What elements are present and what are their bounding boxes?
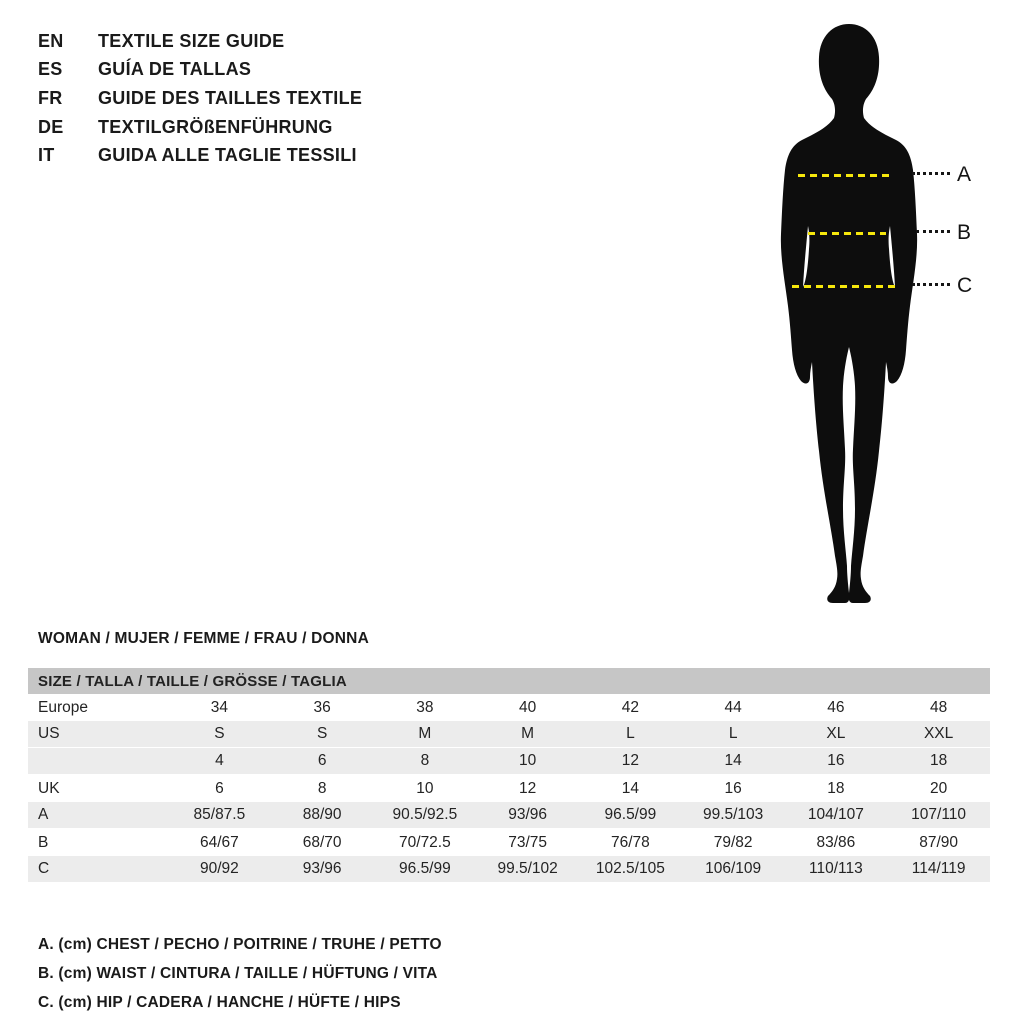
table-cell: 48: [930, 698, 948, 716]
table-cell: 79/82: [713, 833, 753, 851]
row-label: US: [38, 725, 60, 742]
lang-row-it: [38, 141, 362, 170]
size-table: [28, 668, 990, 883]
table-cell: XXL: [923, 725, 954, 742]
marker-a-label: A: [957, 163, 972, 186]
table-cell: 16: [827, 752, 845, 769]
table-cell: M: [418, 725, 432, 742]
table-cell: 73/75: [508, 833, 548, 851]
table-cell: 10: [416, 779, 434, 797]
legend-hip: C. (cm) HIP / CADERA / HANCHE / HÜFTE / HIPS: [38, 993, 401, 1011]
table-cell: S: [214, 725, 225, 742]
lang-code: ES: [38, 59, 63, 80]
hip-dot-line: [912, 283, 950, 286]
table-cell: 87/90: [919, 833, 959, 851]
table-cell: 96.5/99: [399, 860, 451, 877]
table-row-hip: [28, 856, 990, 883]
table-cell: 90.5/92.5: [392, 806, 458, 823]
waist-dash-line: [808, 232, 886, 235]
table-cell: 76/78: [610, 833, 650, 851]
lang-title: TEXTILGRÖßENFÜHRUNG: [98, 116, 333, 137]
woman-silhouette-svg: [749, 20, 949, 622]
table-row-us-numeric: [28, 748, 990, 775]
table-cell: 42: [621, 698, 639, 716]
table-cell: 36: [313, 698, 331, 716]
table-cell: 6: [215, 779, 224, 797]
table-row-uk: [28, 775, 990, 802]
lang-code: IT: [38, 145, 55, 166]
table-cell: 99.5/102: [497, 860, 558, 877]
row-label: C: [38, 860, 50, 877]
lang-code: EN: [38, 30, 64, 51]
table-cell: 4: [215, 752, 224, 769]
lang-row-es: [38, 56, 362, 85]
lang-row-de: [38, 113, 362, 142]
table-row-us: [28, 721, 990, 748]
table-cell: 90/92: [199, 860, 239, 877]
table-cell: 83/86: [816, 833, 856, 851]
table-cell: 107/110: [911, 806, 967, 823]
lang-row-fr: [38, 84, 362, 113]
table-cell: 14: [724, 752, 742, 769]
row-label: Europe: [38, 698, 88, 716]
table-cell: 40: [519, 698, 537, 716]
row-label: UK: [38, 779, 60, 797]
lang-row-en: [38, 27, 362, 56]
legend-chest: A. (cm) CHEST / PECHO / POITRINE / TRUHE / PETTO: [38, 935, 442, 953]
lang-title: GUÍA DE TALLAS: [98, 59, 252, 80]
table-cell: L: [626, 725, 635, 742]
table-cell: 16: [724, 779, 742, 797]
table-cell: 85/87.5: [193, 806, 246, 823]
table-cell: 68/70: [302, 833, 342, 851]
table-cell: 12: [621, 752, 639, 769]
table-row-chest: [28, 802, 990, 829]
table-cell: 110/113: [809, 860, 863, 877]
lang-title: TEXTILE SIZE GUIDE: [98, 30, 285, 51]
row-label: B: [38, 833, 49, 851]
table-cell: 70/72.5: [399, 833, 451, 851]
table-cell: 8: [317, 779, 327, 797]
woman-silhouette: [749, 20, 949, 622]
table-cell: S: [316, 725, 328, 742]
table-cell: L: [728, 725, 738, 742]
lang-title: GUIDA ALLE TAGLIE TESSILI: [98, 145, 357, 166]
table-cell: 18: [930, 752, 948, 769]
table-cell: 96.5/99: [604, 806, 657, 823]
table-cell: 14: [621, 779, 639, 797]
table-cell: 38: [416, 698, 434, 716]
waist-dot-line: [916, 230, 950, 233]
hip-dash-line: [792, 285, 896, 288]
table-cell: 18: [827, 779, 845, 797]
table-cell: 44: [724, 698, 742, 716]
section-title: WOMAN / MUJER / FEMME / FRAU / DONNA: [38, 630, 369, 647]
marker-c-label: C: [957, 274, 973, 297]
row-label: A: [38, 806, 49, 823]
table-cell: 6: [317, 752, 327, 769]
language-title-block: [38, 27, 362, 170]
table-cell: 104/107: [807, 806, 864, 823]
table-cell: 10: [519, 752, 537, 769]
lang-code: DE: [38, 116, 64, 137]
table-cell: 12: [519, 779, 537, 797]
table-cell: 20: [930, 779, 948, 797]
table-cell: M: [521, 725, 535, 742]
lang-code: FR: [38, 87, 63, 108]
legend-waist: B. (cm) WAIST / CINTURA / TAILLE / HÜFTUNG / VITA: [38, 964, 438, 982]
table-cell: 114/119: [911, 860, 966, 877]
measurement-legend: [38, 930, 442, 1017]
table-cell: 102.5/105: [595, 860, 665, 877]
table-cell: 106/109: [705, 860, 762, 877]
table-header: SIZE / TALLA / TAILLE / GRÖSSE / TAGLIA: [28, 668, 990, 694]
table-cell: 64/67: [199, 833, 239, 851]
lang-title: GUIDE DES TAILLES TEXTILE: [98, 87, 363, 108]
table-cell: 8: [420, 752, 430, 769]
table-cell: 99.5/103: [702, 806, 764, 823]
table-row-waist: [28, 829, 990, 856]
table-cell: XL: [826, 725, 846, 742]
table-row-europe: [28, 694, 990, 721]
marker-b-label: B: [957, 221, 972, 244]
table-cell: 34: [210, 698, 228, 716]
table-cell: 93/96: [508, 806, 548, 823]
chest-dot-line: [912, 172, 950, 175]
chest-dash-line: [798, 174, 890, 177]
table-cell: 88/90: [302, 806, 342, 823]
table-cell: 93/96: [302, 860, 342, 877]
table-cell: 46: [827, 698, 845, 716]
